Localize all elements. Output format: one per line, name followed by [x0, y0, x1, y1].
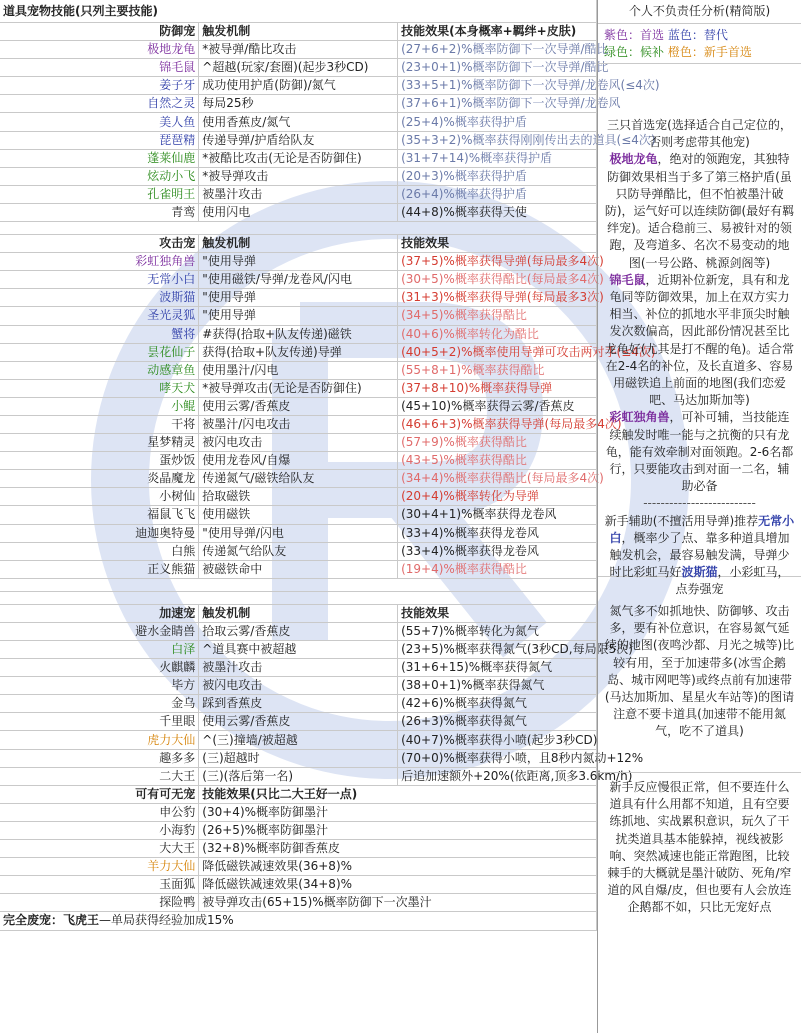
pet-name: 千里眼 [0, 713, 199, 731]
speed-row [0, 731, 597, 749]
optional-header-category: 可有可无宠 [0, 785, 199, 803]
attack-row [0, 271, 597, 289]
color-legend [598, 24, 801, 64]
effect: (40+6)%概率转化为酷比 [398, 325, 597, 343]
effect: (42+6)%概率获得氮气 [398, 695, 597, 713]
attack-row [0, 415, 597, 433]
effect: (43+5)%概率获得酷比 [398, 452, 597, 470]
pet-name: 申公豹 [0, 803, 199, 821]
effect: 被导弹攻击(65+15)%概率防御下一次墨汁 [199, 894, 597, 912]
trigger: (三)(落后第一名) [199, 767, 398, 785]
pet-name: 蓬莱仙鹿 [0, 149, 199, 167]
effect: (33+4)%概率获得龙卷风 [398, 524, 597, 542]
legend-green: 绿色：候补 [604, 45, 665, 59]
pet-name: 趣多多 [0, 749, 199, 767]
attack-header-effect: 技能效果 [398, 235, 597, 253]
effect: (38+0+1)%概率获得氮气 [398, 677, 597, 695]
pet-name: 白泽 [0, 641, 199, 659]
pet-name: 大大王 [0, 840, 199, 858]
speed-row [0, 695, 597, 713]
trigger: 成功使用护盾(防御)/氮气 [199, 77, 398, 95]
effect: (20+3)%概率获得护盾 [398, 167, 597, 185]
trigger: 每局25秒 [199, 95, 398, 113]
attack-row [0, 361, 597, 379]
pick-text-1: ，绝对的领跑宠，其独特防御效果相当于多了第三格护盾(虽只防导弹酷比，但不怕被墨汁破防)，运气好可以连续防御(最好有羁绊宠)。适合稳前三、易被针对的领跑，及弯道多、名次不易变动的地图(一号公路、桃源剑阁等) [604, 152, 795, 270]
pet-name: 金乌 [0, 695, 199, 713]
trigger: 使用墨汁/闪电 [199, 361, 398, 379]
pet-name: 极地龙龟 [0, 41, 199, 59]
pet-name: 虎力大仙 [0, 731, 199, 749]
trigger: ^超越(玩家/套圈)(起步3秒CD) [199, 59, 398, 77]
speed-row [0, 767, 597, 785]
spacer [0, 591, 597, 604]
useless-pet-text: —单局获得经验加成15% [99, 913, 234, 928]
trigger: "使用导弹 [199, 289, 398, 307]
defense-header-trigger: 触发机制 [199, 23, 398, 41]
effect: 降低磁铁减速效果(36+8)% [199, 858, 597, 876]
pet-name: 避水金睛兽 [0, 622, 199, 640]
pet-name: 锦毛鼠 [0, 59, 199, 77]
newbie-pet-1: 无常小白 [609, 513, 795, 545]
pick-name-3: 彩虹独角兽 [609, 410, 670, 425]
pet-name: 二大王 [0, 767, 199, 785]
pet-name: 玉面狐 [0, 876, 199, 894]
effect: (57+9)%概率获得酷比 [398, 434, 597, 452]
effect: (20+4)%概率转化为导弹 [398, 488, 597, 506]
attack-row [0, 470, 597, 488]
effect: (34+5)%概率获得酷比 [398, 307, 597, 325]
analysis-top-picks [598, 64, 801, 597]
effect: (37+6+1)%概率防御下一次导弹/龙卷风 [398, 95, 597, 113]
attack-row [0, 343, 597, 361]
trigger: 被墨汁攻击 [199, 659, 398, 677]
pet-name: 蛋炒饭 [0, 452, 199, 470]
pet-name: 美人鱼 [0, 113, 199, 131]
defense-row [0, 167, 597, 185]
pet-name: 无常小白 [0, 271, 199, 289]
pet-name: 自然之灵 [0, 95, 199, 113]
analysis-speed: 氮气多不如抓地快、防御够、攻击多，要有补位意识，在容易氮气延续的地图(夜鸣沙都、月光之城等)比较有用，至于加速带多(冰雪企鹅岛、城市网吧等)或终点前有加速带(马达加斯加、星星火车站等)的图请注意不要卡道具(加速带不能用氮气，吃不了道具) [598, 577, 801, 773]
attack-row [0, 379, 597, 397]
legend-orange: 橙色：新手首选 [667, 45, 752, 59]
effect: (30+5)%概率获得酷比(每局最多4次) [398, 271, 597, 289]
pet-name: 圣光灵狐 [0, 307, 199, 325]
trigger: 使用闪电 [199, 203, 398, 221]
pet-name: 正义熊猫 [0, 560, 199, 578]
trigger: *被酷比攻击(无论是否防御住) [199, 149, 398, 167]
pet-name: 孔雀明王 [0, 185, 199, 203]
trigger: 使用云雾/香蕉皮 [199, 713, 398, 731]
trigger: "使用磁铁/导弹/龙卷风/闪电 [199, 271, 398, 289]
speed-row [0, 749, 597, 767]
pet-name: 波斯猫 [0, 289, 199, 307]
pick-name-2: 锦毛鼠 [609, 272, 646, 287]
effect: (19+4)%概率获得酷比 [398, 560, 597, 578]
effect: (33+4)%概率获得龙卷风 [398, 542, 597, 560]
optional-row [0, 840, 597, 858]
trigger: *被导弹/酷比攻击 [199, 41, 398, 59]
pet-name: 青鸾 [0, 203, 199, 221]
optional-row [0, 876, 597, 894]
pick-text-3: ，可补可辅，当技能连续触发时唯一能与之抗衡的只有龙龟，能有效牵制对面领跑。2-6名都行，只要能攻击到对面一二名，辅助必备 [605, 410, 794, 494]
pet-name: 炫动小飞 [0, 167, 199, 185]
trigger: 传递氮气给队友 [199, 542, 398, 560]
pet-name: 琵琶精 [0, 131, 199, 149]
effect: (31+3)%概率获得导弹(每局最多3次) [398, 289, 597, 307]
effect: (23+0+1)%概率防御下一次导弹/酷比 [398, 59, 597, 77]
attack-row [0, 307, 597, 325]
defense-row [0, 59, 597, 77]
effect: (31+6+15)%概率获得氮气 [398, 659, 597, 677]
trigger: *被导弹攻击(无论是否防御住) [199, 379, 398, 397]
spacer-row [0, 222, 597, 235]
useless-pet-cell [0, 912, 597, 930]
effect: (45+10)%概率获得云雾/香蕉皮 [398, 397, 597, 415]
effect: (33+5+1)%概率防御下一次导弹/龙卷风(≤4次) [398, 77, 597, 95]
trigger: 拾取磁铁 [199, 488, 398, 506]
trigger: 使用云雾/香蕉皮 [199, 397, 398, 415]
spacer-row [0, 578, 597, 591]
legend-purple: 紫色：首选 [604, 28, 665, 42]
trigger: 被墨汁/闪电攻击 [199, 415, 398, 433]
defense-header-effect: 技能效果(本身概率+羁绊+皮肤) [398, 23, 597, 41]
useless-pet-row [0, 912, 597, 930]
speed-header-row [0, 604, 597, 622]
defense-row [0, 185, 597, 203]
effect: (26+3)%概率获得氮气 [398, 713, 597, 731]
pet-name: 姜子牙 [0, 77, 199, 95]
defense-row [0, 95, 597, 113]
defense-header-row [0, 23, 597, 41]
defense-row [0, 149, 597, 167]
attack-row [0, 542, 597, 560]
analysis-title: 个人不负责任分析(精简版) [598, 0, 801, 24]
pet-name: 彩虹独角兽 [0, 253, 199, 271]
pet-name: 白熊 [0, 542, 199, 560]
effect: (44+8)%概率获得天使 [398, 203, 597, 221]
trigger: "使用导弹 [199, 253, 398, 271]
newbie-text-3: ，小彩虹马，点券强宠 [675, 565, 790, 597]
attack-header-trigger: 触发机制 [199, 235, 398, 253]
pet-name: 福鼠飞飞 [0, 506, 199, 524]
attack-row [0, 434, 597, 452]
attack-row [0, 488, 597, 506]
trigger: 拾取云雾/香蕉皮 [199, 622, 398, 640]
speed-row [0, 713, 597, 731]
effect: 降低磁铁减速效果(34+8)% [199, 876, 597, 894]
attack-header-row [0, 235, 597, 253]
trigger: "使用导弹 [199, 307, 398, 325]
defense-row [0, 131, 597, 149]
spacer-row [0, 591, 597, 604]
pet-name: 星梦精灵 [0, 434, 199, 452]
trigger: *被导弹攻击 [199, 167, 398, 185]
newbie-text-1: 新手辅助(不擅活用导弹)推荐 [604, 513, 759, 528]
trigger: (三)超越时 [199, 749, 398, 767]
trigger: 踩到香蕉皮 [199, 695, 398, 713]
table-title: 道具宠物技能(只列主要技能) [0, 0, 597, 23]
trigger: 被闪电攻击 [199, 434, 398, 452]
attack-row [0, 397, 597, 415]
pet-name: 动感章鱼 [0, 361, 199, 379]
effect: (30+4+1)%概率获得龙卷风 [398, 506, 597, 524]
effect: (26+4)%概率获得护盾 [398, 185, 597, 203]
pet-name: 昙花仙子 [0, 343, 199, 361]
effect: (34+4)%概率获得酷比(每局最多4次) [398, 470, 597, 488]
effect: (46+6+3)%概率获得导弹(每局最多4次) [398, 415, 597, 433]
attack-row [0, 524, 597, 542]
attack-row [0, 289, 597, 307]
trigger: 使用龙卷风/自爆 [199, 452, 398, 470]
speed-header-effect: 技能效果 [398, 604, 597, 622]
speed-row [0, 622, 597, 640]
attack-header-category: 攻击宠 [0, 235, 199, 253]
trigger: 传递氮气/磁铁给队友 [199, 470, 398, 488]
pet-name: 干将 [0, 415, 199, 433]
newbie-pet-2: 波斯猫 [681, 565, 718, 580]
pet-name: 炎晶魔龙 [0, 470, 199, 488]
effect: (35+3+2)%概率获得刚刚传出去的道具(≤4次) [398, 131, 597, 149]
pet-name: 蟹将 [0, 325, 199, 343]
pet-name: 迪迦奥特曼 [0, 524, 199, 542]
useless-label: 完全废宠： [3, 913, 64, 928]
pet-name: 小树仙 [0, 488, 199, 506]
optional-header-row [0, 785, 597, 803]
effect: (30+4)%概率防御墨汁 [199, 803, 597, 821]
effect: (55+7)%概率转化为氮气 [398, 622, 597, 640]
optional-header-effect: 技能效果(只比二大王好一点) [199, 785, 597, 803]
optional-row [0, 821, 597, 839]
pet-name: 探险鸭 [0, 894, 199, 912]
optional-row [0, 894, 597, 912]
effect: (26+5)%概率防御墨汁 [199, 821, 597, 839]
optional-row [0, 858, 597, 876]
pet-name: 哮天犬 [0, 379, 199, 397]
speed-row [0, 677, 597, 695]
speed-row [0, 641, 597, 659]
attack-row [0, 253, 597, 271]
defense-row [0, 77, 597, 95]
attack-row [0, 325, 597, 343]
pick-text-2: ，近期补位新宠，具有和龙龟同等防御效果，加上在双方实力相当、补位的抓地水平非顶尖时触发次数偏高，因此部份情况甚至比龙龟好(尤其是打不醒的龟)。适合常在2-4名的补位，及长直道多、容易用磁铁追上前面的地图(我们恋爱吧、马达加斯加等) [604, 272, 795, 408]
speed-row [0, 659, 597, 677]
pet-name: 火麒麟 [0, 659, 199, 677]
analysis-panel [597, 0, 801, 1033]
effect: (40+7)%概率获得小喷(起步3秒CD) [398, 731, 597, 749]
top-picks-intro: 三只首选宠(选择适合自己定位的，否则考虑带其他宠) [607, 118, 792, 150]
effect: (37+8+10)%概率获得导弹 [398, 379, 597, 397]
pick-name-1: 极地龙龟 [609, 152, 658, 167]
attack-row [0, 506, 597, 524]
trigger: 被磁铁命中 [199, 560, 398, 578]
speed-header-trigger: 触发机制 [199, 604, 398, 622]
pet-name: 小海豹 [0, 821, 199, 839]
trigger: ^道具赛中被超越 [199, 641, 398, 659]
effect: (40+5+2)%概率使用导弹可攻击两对手(≤4次) [398, 343, 597, 361]
table-title-row [0, 0, 597, 23]
effect: (32+8)%概率防御香蕉皮 [199, 840, 597, 858]
newbie-text-2: ，概率少了点、靠多种道具增加触发机会，最容易触发满，导弹少时比彩虹马好 [609, 530, 790, 580]
trigger: 获得(拾取+队友传递)导弹 [199, 343, 398, 361]
effect: (70+0)%概率获得小喷，且8秒内氮动+12% [398, 749, 597, 767]
trigger: 使用香蕉皮/氮气 [199, 113, 398, 131]
effect: (27+6+2)%概率防御下一次导弹/酷比 [398, 41, 597, 59]
defense-row [0, 113, 597, 131]
defense-header-category: 防御宠 [0, 23, 199, 41]
effect: 后追加速额外+20%(依距离,顶多3.6km/h) [398, 767, 597, 785]
divider: -------------------------- [643, 496, 756, 511]
trigger: #获得(拾取+队友传递)磁铁 [199, 325, 398, 343]
pet-name: 小鲲 [0, 397, 199, 415]
effect: (25+4)%概率获得护盾 [398, 113, 597, 131]
effect: (23+5)%概率获得氮气(3秒CD,每局限5次) [398, 641, 597, 659]
trigger: 传递导弹/护盾给队友 [199, 131, 398, 149]
effect: (31+7+14)%概率获得护盾 [398, 149, 597, 167]
trigger: 使用磁铁 [199, 506, 398, 524]
trigger: 被墨汁攻击 [199, 185, 398, 203]
trigger: ^(三)撞墙/被超越 [199, 731, 398, 749]
legend-blue: 蓝色：替代 [667, 28, 728, 42]
trigger: 被闪电攻击 [199, 677, 398, 695]
attack-row [0, 452, 597, 470]
defense-row [0, 203, 597, 221]
defense-row [0, 41, 597, 59]
attack-row [0, 560, 597, 578]
pet-name: 毕方 [0, 677, 199, 695]
optional-row [0, 803, 597, 821]
effect: (37+5)%概率获得导弹(每局最多4次) [398, 253, 597, 271]
useless-pet-name: 飞虎王 [63, 913, 100, 928]
analysis-optional: 新手反应慢很正常，但不要连什么道具有什么用都不知道，且有空要练抓地、实战累积意识，玩久了干扰类道具基本能躲掉，视线被影响、突然减速也能正常跑图，比较棘手的大概就是墨汁破防、死角/窄道的风自爆/皮，但也要有人会放连企鹅都不如，只比无宠好点 [607, 780, 792, 915]
spacer [0, 222, 597, 235]
trigger: "使用导弹/闪电 [199, 524, 398, 542]
spacer [0, 578, 597, 591]
speed-header-category: 加速宠 [0, 604, 199, 622]
effect: (55+8+1)%概率获得酷比 [398, 361, 597, 379]
pet-name: 羊力大仙 [0, 858, 199, 876]
